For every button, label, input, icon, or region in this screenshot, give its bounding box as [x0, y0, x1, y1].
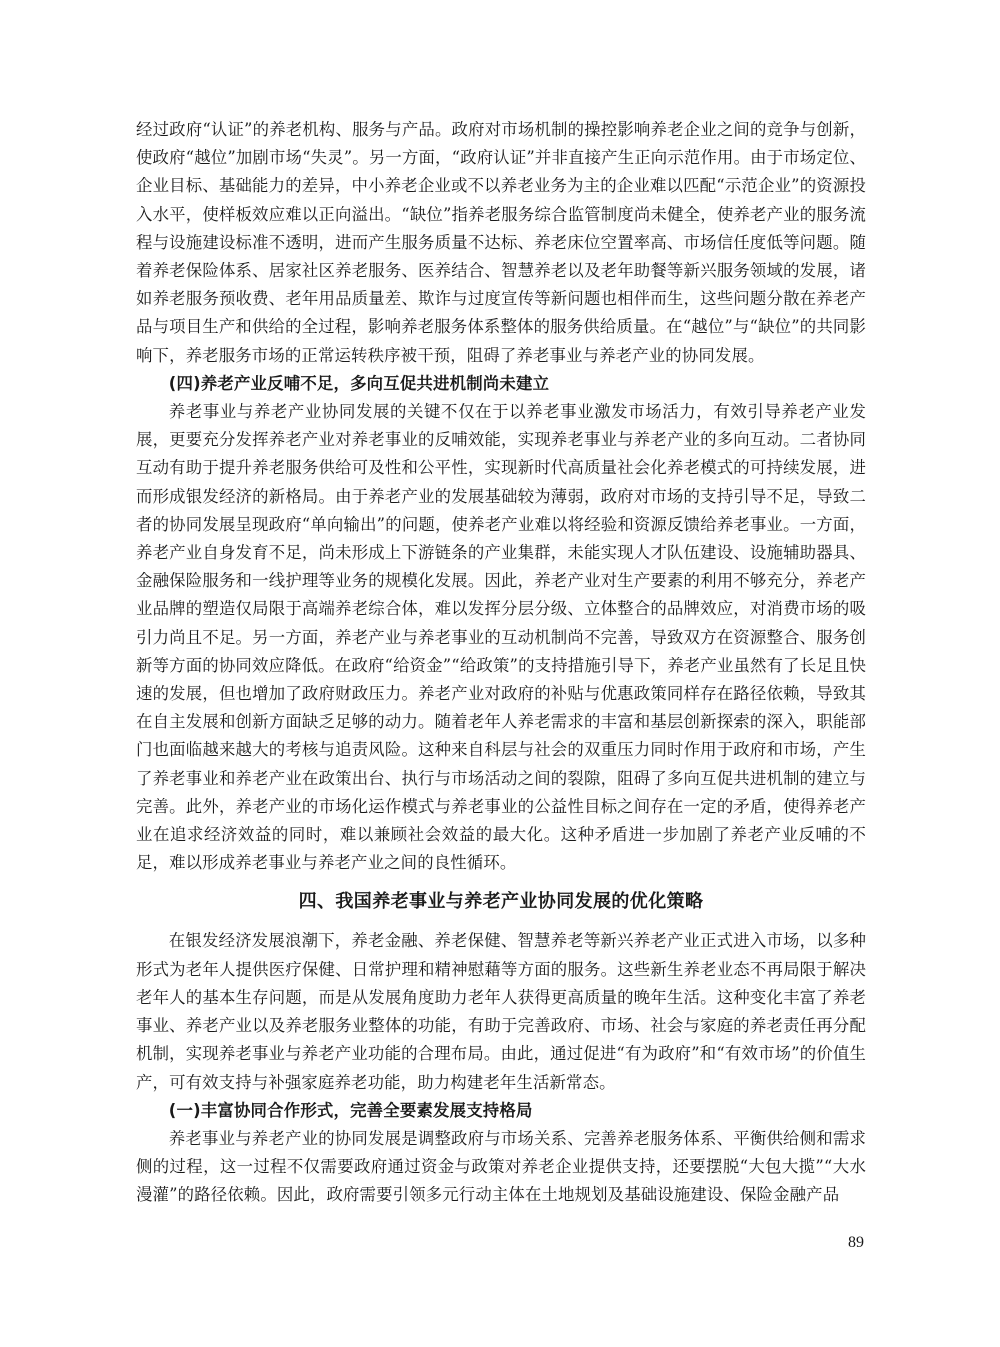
paragraph: 养老事业与养老产业的协同发展是调整政府与市场关系、完善养老服务体系、平衡供给侧和需求侧的过程，这一过程不仅需要政府通过资金与政策对养老企业提供支持，还要摆脱“大包大揽”“大水漫灌”的路径依赖。因此，政府需要引领多元行动主体在土地规划及基础设施建设、保险金融产品	[136, 1128, 866, 1205]
paragraph: 养老事业与养老产业协同发展的关键不仅在于以养老事业激发市场活力，有效引导养老产业发展，更要充分发挥养老产业对养老事业的反哺效能，实现养老事业与养老产业的多向互动。二者协同互动有助于提升养老服务供给可及性和公平性，实现新时代高质量社会化养老模式的可持续发展，进而形成银发经济的新格局。由于养老产业的发展基础较为薄弱，政府对市场的支持引导不足，导致二者的协同发展呈现政府“单向输出”的问题，使养老产业难以将经验和资源反馈给养老事业。一方面，养老产业自身发育不足，尚未形成上下游链条的产业集群，未能实现人才队伍建设、设施辅助器具、金融保险服务和一线护理等业务的规模化发展。因此，养老产业对生产要素的利用不够充分，养老产业品牌的塑造仅局限于高端养老综合体，难以发挥分层分级、立体整合的品牌效应，对消费市场的吸引力尚且不足。另一方面，养老产业与养老事业的互动机制尚不完善，导致双方在资源整合、服务创新等方面的协同效应降低。在政府“给资金”“给政策”的支持措施引导下，养老产业虽然有了长足且快速的发展，但也增加了政府财政压力。养老产业对政府的补贴与优惠政策同样存在路径依赖，导致其在自主发展和创新方面缺乏足够的动力。随着老年人养老需求的丰富和基层创新探索的深入，职能部门也面临越来越大的考核与追责风险。这种来自科层与社会的双重压力同时作用于政府和市场，产生了养老事业和养老产业在政策出台、执行与市场活动之间的裂隙，阻碍了多向互促共进机制的建立与完善。此外，养老产业的市场化运作模式与养老事业的公益性目标之间存在一定的矛盾，使得养老产业在追求经济效益的同时，难以兼顾社会效益的最大化。这种矛盾进一步加剧了养老产业反哺的不足，难以形成养老事业与养老产业之间的良性循环。	[136, 402, 866, 873]
page-number: 89	[848, 1234, 864, 1251]
paragraph: 在银发经济发展浪潮下，养老金融、养老保健、智慧养老等新兴养老产业正式进入市场，以多种形式为老年人提供医疗保健、日常护理和精神慰藉等方面的服务。这些新生养老业态不再局限于解决老年人的基本生存问题，而是从发展角度助力老年人获得更高质量的晚年生活。这种变化丰富了养老事业、养老产业以及养老服务业整体的功能，有助于完善政府、市场、社会与家庭的养老责任再分配机制，实现养老事业与养老产业功能的合理布局。由此，通过促进“有为政府”和“有效市场”的价值生产，可有效支持与补强家庭养老功能，助力构建老年生活新常态。	[136, 931, 866, 1092]
subheading-1: (一)丰富协同合作形式，完善全要素发展支持格局	[168, 1100, 533, 1120]
paragraph-continued: 经过政府“认证”的养老机构、服务与产品。政府对市场机制的操控影响养老企业之间的竞争与创新，使政府“越位”加剧市场“失灵”。另一方面，“政府认证”并非直接产生正向示范作用。由于市场定位、企业目标、基础能力的差异，中小养老企业或不以养老业务为主的企业难以匹配“示范企业”的资源投入水平，使样板效应难以正向溢出。“缺位”指养老服务综合监管制度尚未健全，使养老产业的服务流程与设施建设标准不透明，进而产生服务质量不达标、养老床位空置率高、市场信任度低等问题。随着养老保险体系、居家社区养老服务、医养结合、智慧养老以及老年助餐等新兴服务领域的发展，诸如养老服务预收费、老年用品质量差、欺诈与过度宣传等新问题也相伴而生，这些问题分散在养老产品与项目生产和供给的全过程，影响养老服务体系整体的服务供给质量。在“越位”与“缺位”的共同影响下，养老服务市场的正常运转秩序被干预，阻碍了养老事业与养老产业的协同发展。	[136, 120, 866, 365]
section-title: 四、我国养老事业与养老产业协同发展的优化策略	[298, 891, 704, 913]
article-body	[136, 116, 866, 1210]
subheading-4: (四)养老产业反哺不足，多向互促共进机制尚未建立	[168, 373, 550, 393]
